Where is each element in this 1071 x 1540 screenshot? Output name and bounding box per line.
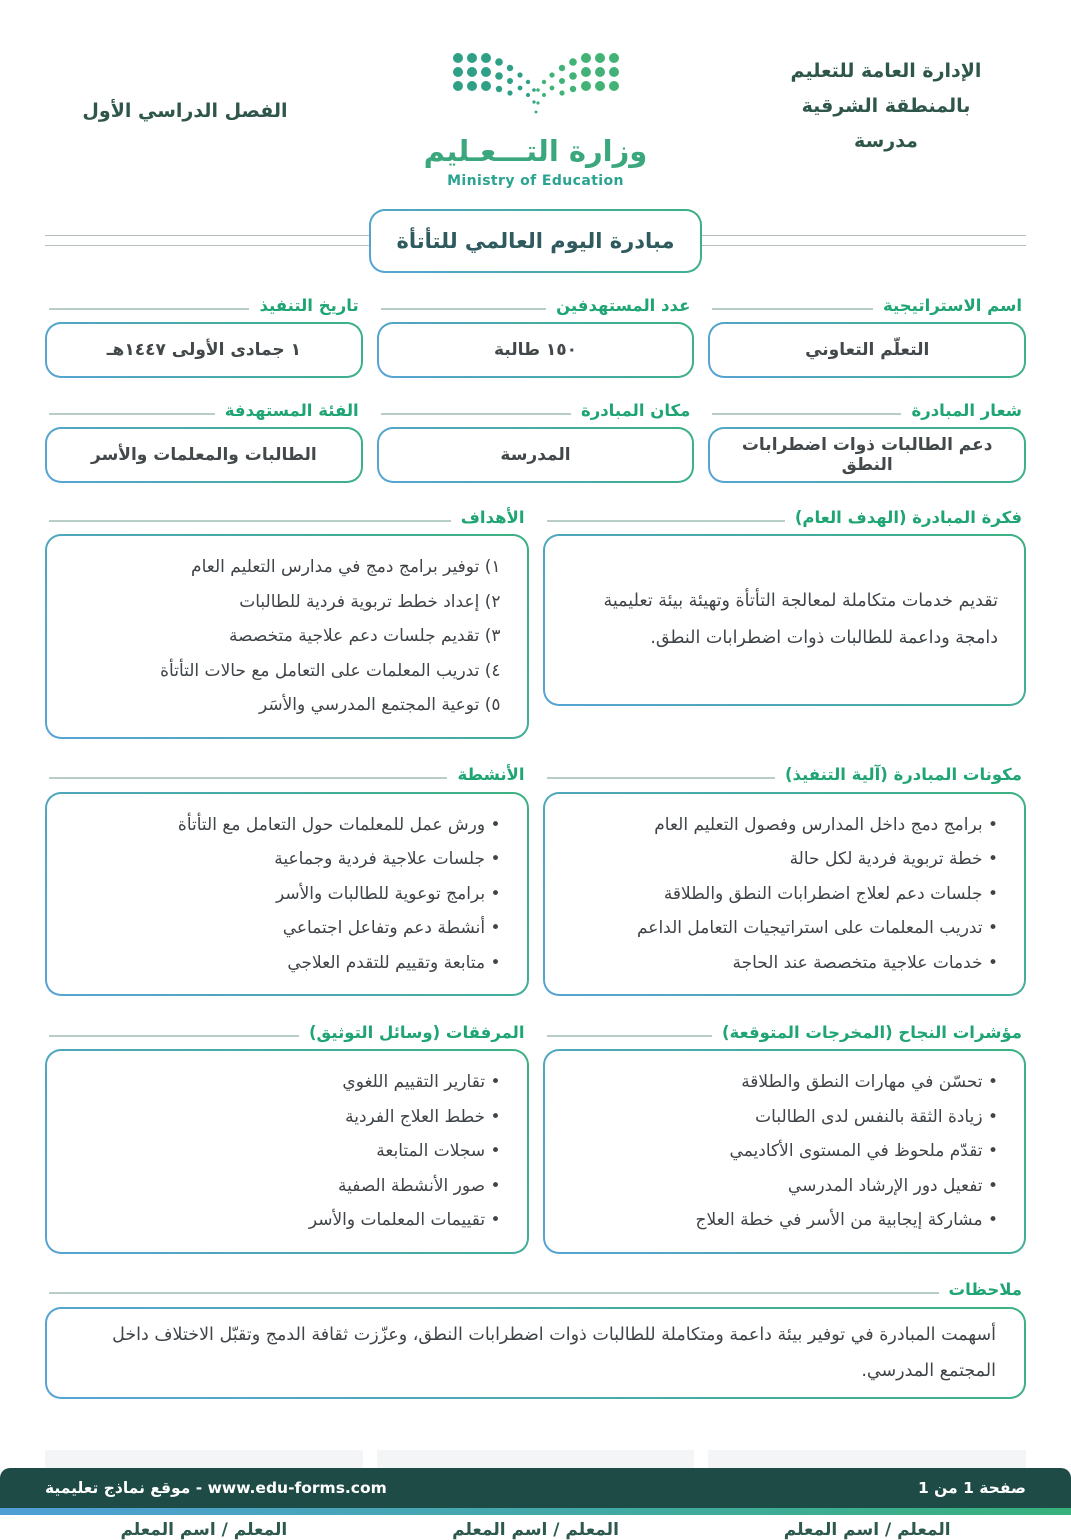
admin-line-3: مدرسة	[854, 130, 918, 152]
field-label: عدد المستهدفين	[556, 295, 691, 315]
section-attachments	[45, 1020, 529, 1254]
field-strategy-name	[708, 293, 1026, 378]
field-target-group	[45, 398, 363, 483]
section-components	[543, 763, 1027, 997]
field-execution-date	[45, 293, 363, 378]
label-rule	[49, 1292, 939, 1294]
signature-label: المعلم / اسم المعلم	[452, 1519, 619, 1540]
section-activities	[45, 763, 529, 997]
label-rule	[49, 308, 249, 310]
list-item: • أنشطة دعم وتفاعل اجتماعي	[282, 918, 501, 938]
summary-fields	[45, 293, 1026, 483]
field-label: مكان المبادرة	[580, 400, 691, 420]
section-success-indicators	[543, 1020, 1027, 1254]
admin-line-1: الإدارة العامة للتعليم	[790, 60, 982, 82]
section-label: المرفقات (وسائل التوثيق)	[308, 1022, 525, 1042]
label-rule	[712, 308, 873, 310]
field-label: تاريخ التنفيذ	[259, 295, 359, 315]
list-item: • سجلات المتابعة	[376, 1141, 501, 1161]
initiative-title-box	[369, 209, 703, 273]
list-item: ٥) توعية المجتمع المدرسي والأسَر	[258, 695, 501, 715]
section-label: مكونات المبادرة (آلية التنفيذ)	[784, 765, 1022, 784]
section-label: الأنشطة	[457, 765, 525, 784]
field-label: اسم الاستراتيجية	[883, 295, 1022, 315]
ministry-logo-emblem	[448, 44, 624, 128]
label-rule	[381, 308, 546, 310]
field-label: شعار المبادرة	[911, 400, 1022, 420]
semester-label: الفصل الدراسي الأول	[82, 100, 288, 122]
list-item: • برامج توعوية للطالبات والأسر	[275, 883, 501, 904]
list-item: • صور الأنشطة الصفية	[337, 1175, 501, 1196]
ministry-logo-arabic-wordmark: وزارة التـــعـليم	[423, 134, 648, 168]
field-initiative-place	[377, 398, 695, 483]
field-label: الفئة المستهدفة	[224, 400, 359, 420]
section-paragraph: تقديم خدمات متكاملة لمعالجة التأتأة وتهيئة بيئة تعليمية دامجة وداعمة للطالبات ذوات اضطرابات النطق.	[603, 591, 998, 648]
field-initiative-slogan	[708, 398, 1026, 483]
detail-sections	[45, 505, 1026, 1254]
label-rule	[49, 777, 447, 779]
list-item: • تفعيل دور الإرشاد المدرسي	[787, 1175, 998, 1196]
list-item: • خدمات علاجية متخصصة عند الحاجة	[732, 952, 998, 973]
list-item: • برامج دمج داخل المدارس وفصول التعليم العام	[654, 814, 998, 835]
list-item: • مشاركة إيجابية من الأسر في خطة العلاج	[695, 1210, 998, 1230]
label-rule	[49, 520, 451, 522]
section-label: مؤشرات النجاح (المخرجات المتوقعة)	[721, 1022, 1022, 1042]
label-rule	[547, 1035, 712, 1037]
admin-line-2: بالمنطقة الشرقية	[801, 95, 971, 117]
signature-label: المعلم / اسم المعلم	[783, 1519, 951, 1540]
field-value: الطالبات والمعلمات والأسر	[47, 429, 361, 481]
field-value: ١٥٠ طالبة	[379, 324, 693, 376]
label-rule	[547, 777, 775, 779]
list-item: • خطط العلاج الفردية	[345, 1106, 501, 1127]
education-administration-block	[746, 54, 1026, 159]
field-value: التعلّم التعاوني	[710, 324, 1024, 376]
list-item: ٤) تدريب المعلمات على التعامل مع حالات التأتأة	[160, 660, 501, 681]
section-initiative-idea	[543, 505, 1027, 739]
ministry-logo	[386, 40, 686, 189]
page-title: مبادرة اليوم العالمي للتأتأة	[371, 211, 701, 271]
section-label: فكرة المبادرة (الهدف العام)	[794, 507, 1022, 527]
signature-label: المعلم / اسم المعلم	[120, 1519, 288, 1540]
label-rule	[381, 413, 571, 415]
list-item: ١) توفير برامج دمج في مدارس التعليم العام	[191, 557, 501, 577]
list-item: • تحسّن في مهارات النطق والطلاقة	[741, 1072, 998, 1092]
field-value: دعم الطالبات ذوات اضطرابات النطق	[710, 429, 1024, 481]
footer-gradient-strip	[0, 1508, 1071, 1515]
list-item: • زيادة الثقة بالنفس لدى الطالبات	[755, 1106, 998, 1127]
page-number: صفحة 1 من 1	[917, 1479, 1026, 1497]
label-rule	[712, 413, 901, 415]
page-header	[45, 0, 1026, 189]
title-band	[45, 209, 1026, 279]
section-notes	[45, 1278, 1026, 1399]
list-item: ٢) إعداد خطط تربوية فردية للطالبات	[239, 591, 501, 612]
page-footer	[0, 1468, 1071, 1515]
list-item: • تقدّم ملحوظ في المستوى الأكاديمي	[729, 1141, 998, 1161]
list-item: • تقييمات المعلمات والأسر	[308, 1210, 501, 1230]
ministry-logo-english-wordmark: Ministry of Education	[447, 173, 624, 189]
list-item: ٣) تقديم جلسات دعم علاجية متخصصة	[229, 626, 501, 646]
label-rule	[547, 520, 785, 522]
list-item: • تدريب المعلمات على استراتيجيات التعامل الداعم	[636, 918, 998, 938]
label-rule	[49, 1035, 299, 1037]
list-item: • تقارير التقييم اللغوي	[342, 1072, 501, 1092]
section-label: الأهداف	[460, 507, 525, 527]
field-value: المدرسة	[379, 429, 693, 481]
site-credit: www.edu-forms.com - موقع نماذج تعليمية	[45, 1479, 387, 1497]
notes-text: أسهمت المبادرة في توفير بيئة داعمة ومتكاملة للطالبات ذوات اضطرابات النطق، وعزّزت ثقافة الدمج وتقبّل الاختلاف داخل المجتمع المدرسي.	[112, 1324, 996, 1381]
notes-label: ملاحظات	[948, 1280, 1022, 1299]
section-goals	[45, 505, 529, 739]
label-rule	[49, 413, 215, 415]
field-target-count	[377, 293, 695, 378]
list-item: • متابعة وتقييم للتقدم العلاجي	[287, 952, 501, 973]
list-item: • خطة تربوية فردية لكل حالة	[789, 849, 998, 869]
list-item: • جلسات علاجية فردية وجماعية	[274, 849, 501, 869]
list-item: • ورش عمل للمعلمات حول التعامل مع التأتأة	[177, 814, 501, 835]
field-value: ١ جمادى الأولى ١٤٤٧هـ	[47, 324, 361, 376]
list-item: • جلسات دعم لعلاج اضطرابات النطق والطلاقة	[663, 883, 998, 904]
